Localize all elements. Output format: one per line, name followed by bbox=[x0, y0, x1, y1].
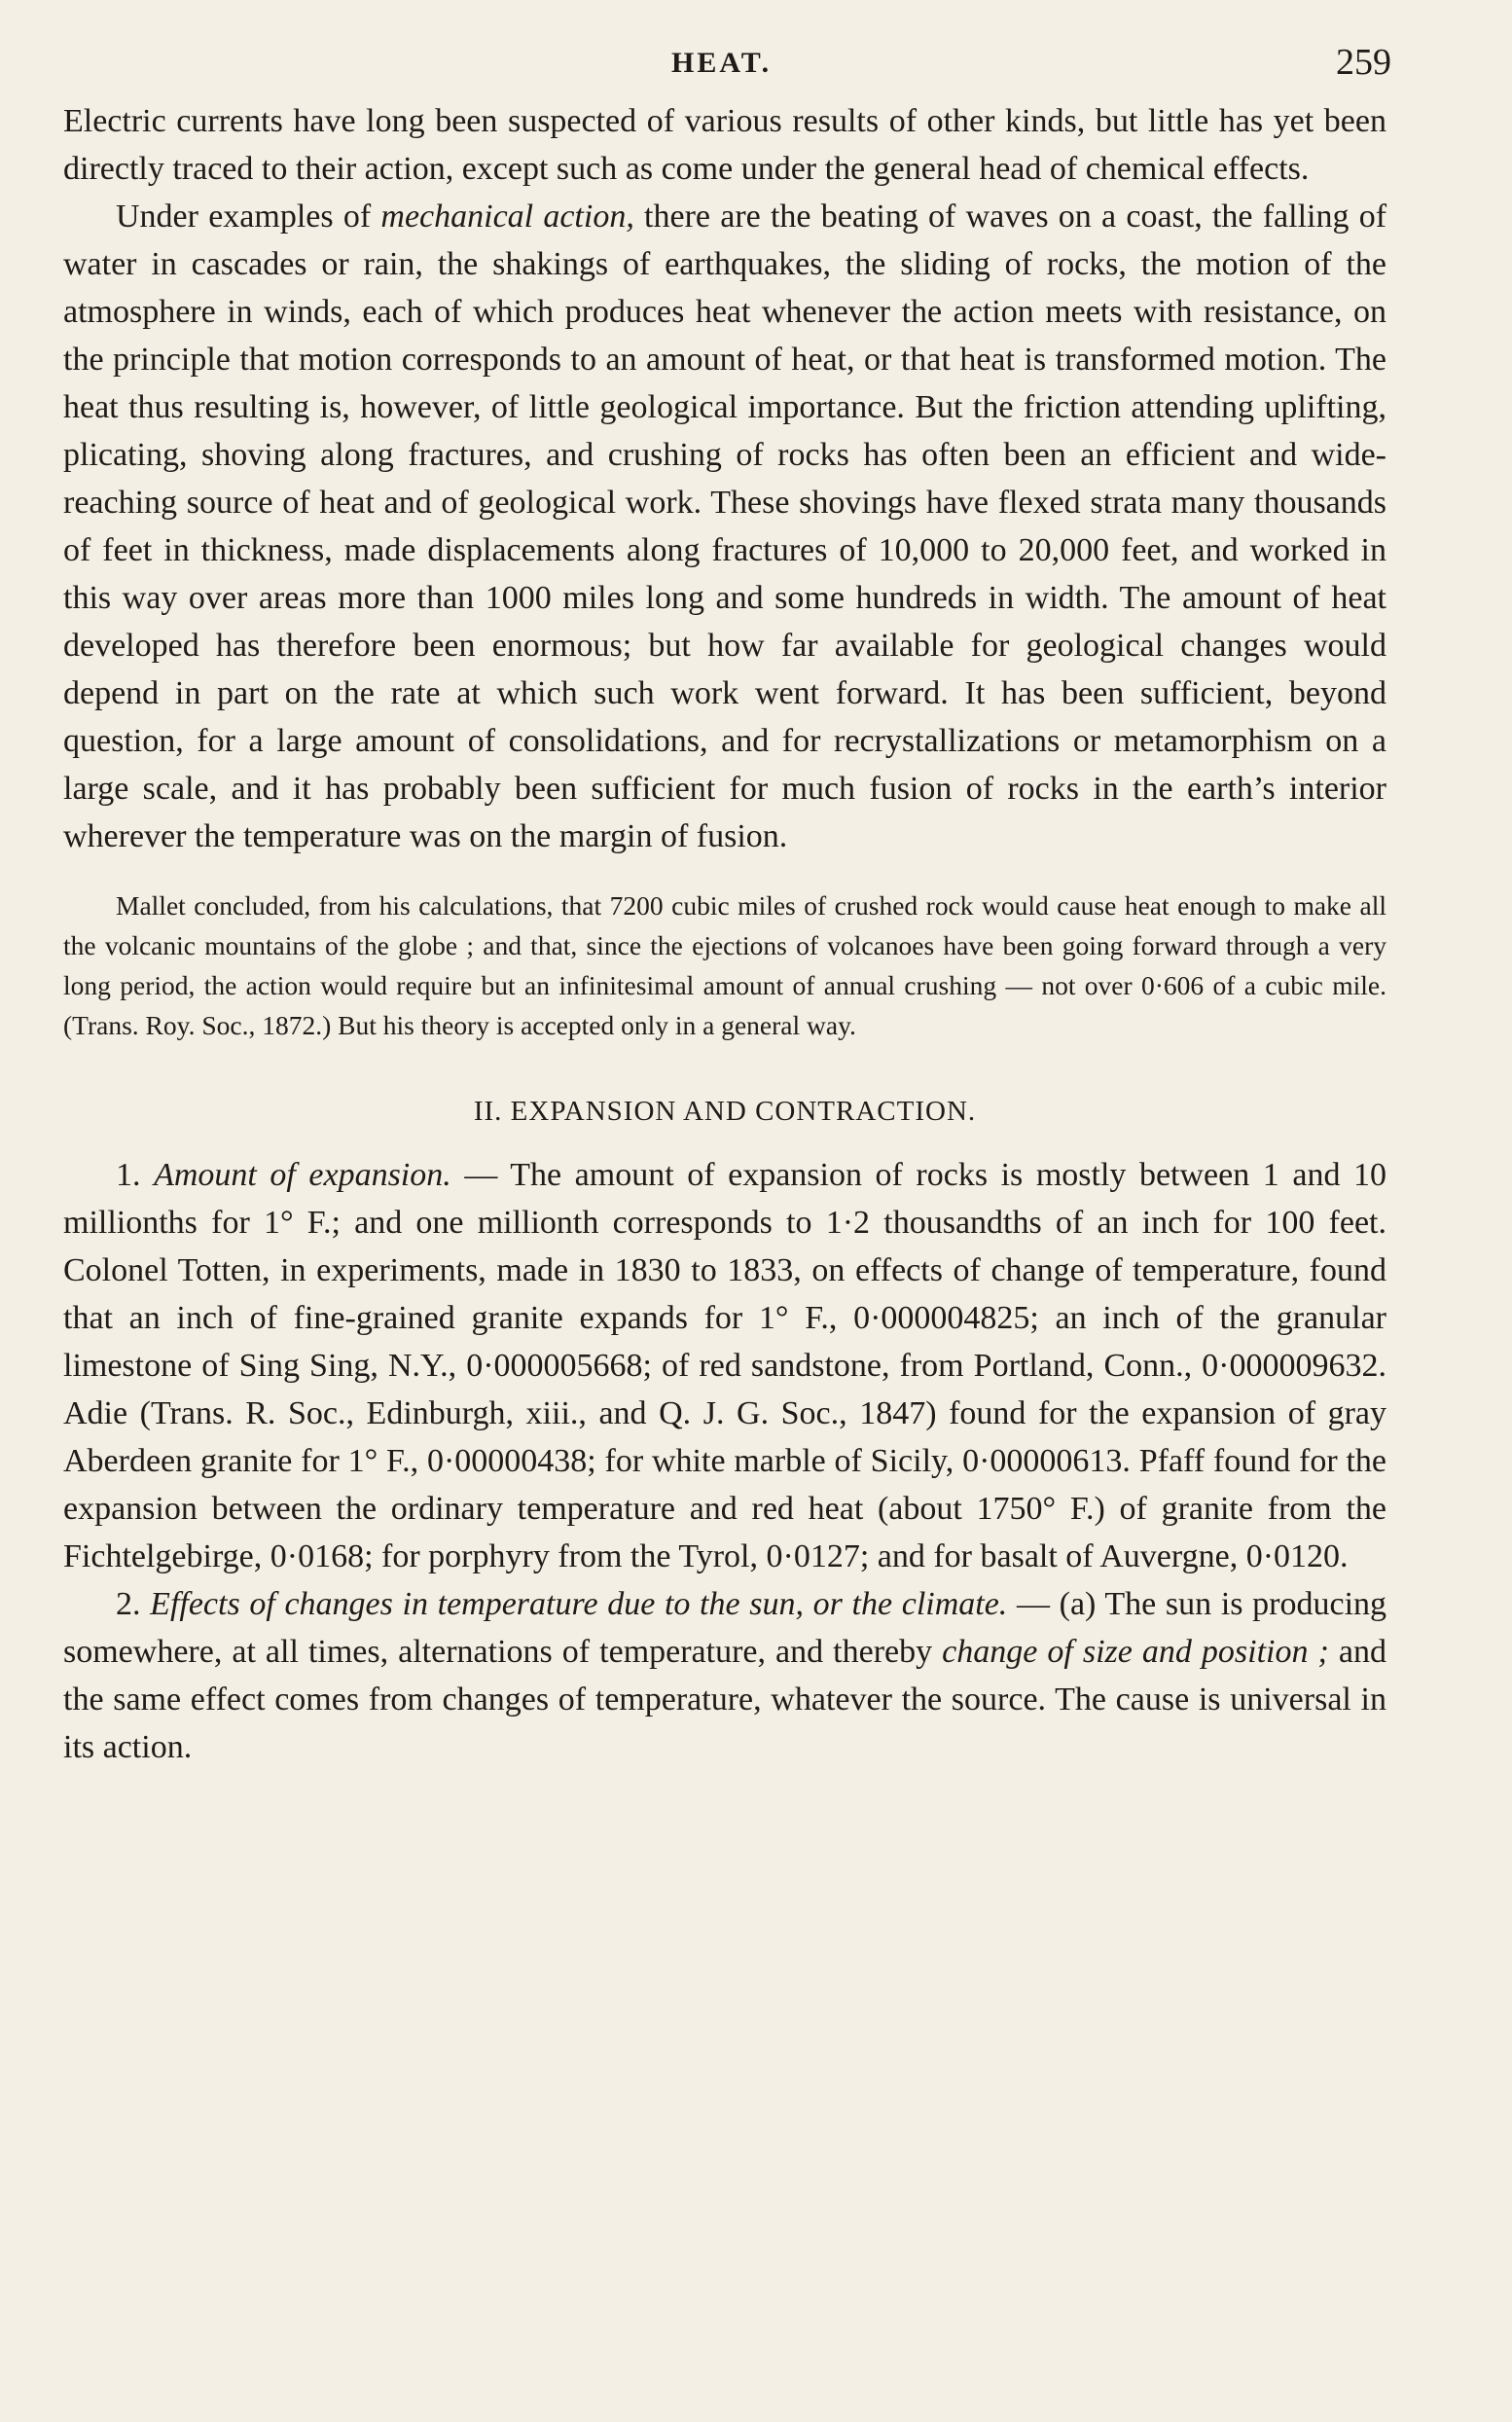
paragraph-text: there are the beating of waves on a coast, the falling of water in cascades or rain, the shakings of earthquakes, the sliding of rocks, the motion of the atmosphere in winds, each of which produces heat whenever the action meets with resistance, on the principle that motion corresponds to an amount of heat, or that heat is transformed motion. The heat thus resulting is, however, of little geological importance. But the friction attending uplifting, plicating, shoving along fractures, and crushing of rocks has often been an efficient and wide-reaching source of heat and of geological work. These shovings have flexed strata many thousands of feet in thickness, made displacements along fractures of 10,000 to 20,000 feet, and worked in this way over areas more than 1000 miles long and some hundreds in width. The amount of heat developed has therefore been enormous; but how far available for geological changes would depend in part on the rate at which such work went forward. It has been sufficient, beyond question, for a large amount of consolidations, and for recrystallizations or metamorphism on a large scale, and it has probably been sufficient for much fusion of rocks in the earth’s interior wherever the temperature was on the margin of fusion. bbox=[63, 199, 1387, 854]
item-number: 1. bbox=[116, 1157, 155, 1193]
page bbox=[63, 39, 1391, 1771]
page-header bbox=[63, 39, 1391, 97]
section-heading: II. EXPANSION AND CONTRACTION. bbox=[473, 1096, 977, 1127]
emphasis-mechanical-action: mechanical action, bbox=[380, 199, 634, 235]
paragraph-electric-currents: Electric currents have long been suspected of various results of other kinds, but little has yet been directly traced to their action, except such as come under the general head of chemical effects. bbox=[63, 103, 1386, 187]
footnote-mallet: Mallet concluded, from his calculations, that 7200 cubic miles of crushed rock would cause heat enough to make all the volcanic mountains of the globe ; and that, since the ejections of volcanoes have been going forward through a very long period, the action would require but an infinitesimal amount of annual crushing — not over 0·606 of a cubic mile. (Trans. Roy. Soc., 1872.) But his theory is accepted only in a general way. bbox=[63, 890, 1386, 1040]
running-head: HEAT. bbox=[671, 47, 773, 79]
item-lead: Effects of changes in temperature due to the sun, or the climate. bbox=[150, 1586, 1008, 1622]
item-amount-of-expansion bbox=[63, 1151, 1386, 1580]
item-number: 2. bbox=[116, 1586, 151, 1622]
paragraph-mechanical-action bbox=[63, 193, 1386, 860]
item-text: — The amount of expansion of rocks is mostly between 1 and 10 millionths for 1° F.; and one millionth corresponds to 1·2 thousandths of an inch for 100 feet. Colonel Totten, in experiments, made in 1830 to 1833, on effects of change of temperature, found that an inch of fine-grained granite expands for 1° F., 0·000004825; an inch of the granular limestone of Sing Sing, N.Y., 0·000005668; of red sandstone, from Portland, Conn., 0·000009632. Adie (Trans. R. Soc., Edinburgh, xiii., and Q. J. G. Soc., 1847) found for the expansion of gray Aberdeen granite for 1° F., 0·00000438; for white marble of Sicily, 0·00000613. Pfaff found for the expansion between the ordinary temperature and red heat (about 1750° F.) of granite from the Fichtelgebirge, 0·0168; for porphyry from the Tyrol, 0·0127; and for basalt of Auvergne, 0·0120. bbox=[63, 1157, 1387, 1574]
item-lead: Amount of expansion. bbox=[154, 1157, 451, 1193]
item-text: and the same effect comes from changes of temperature, whatever the source. The cause is universal in its action. bbox=[63, 1634, 1386, 1765]
page-number: 259 bbox=[1336, 42, 1391, 83]
item-effects-of-changes bbox=[63, 1580, 1386, 1771]
item-text: — (a) The sun is producing somewhere, at all times, alternations of temperature, and thereby bbox=[63, 1586, 1387, 1670]
emphasis-change-of-size: change of size and position ; bbox=[942, 1634, 1329, 1670]
paragraph-text: Under examples of bbox=[116, 199, 381, 235]
